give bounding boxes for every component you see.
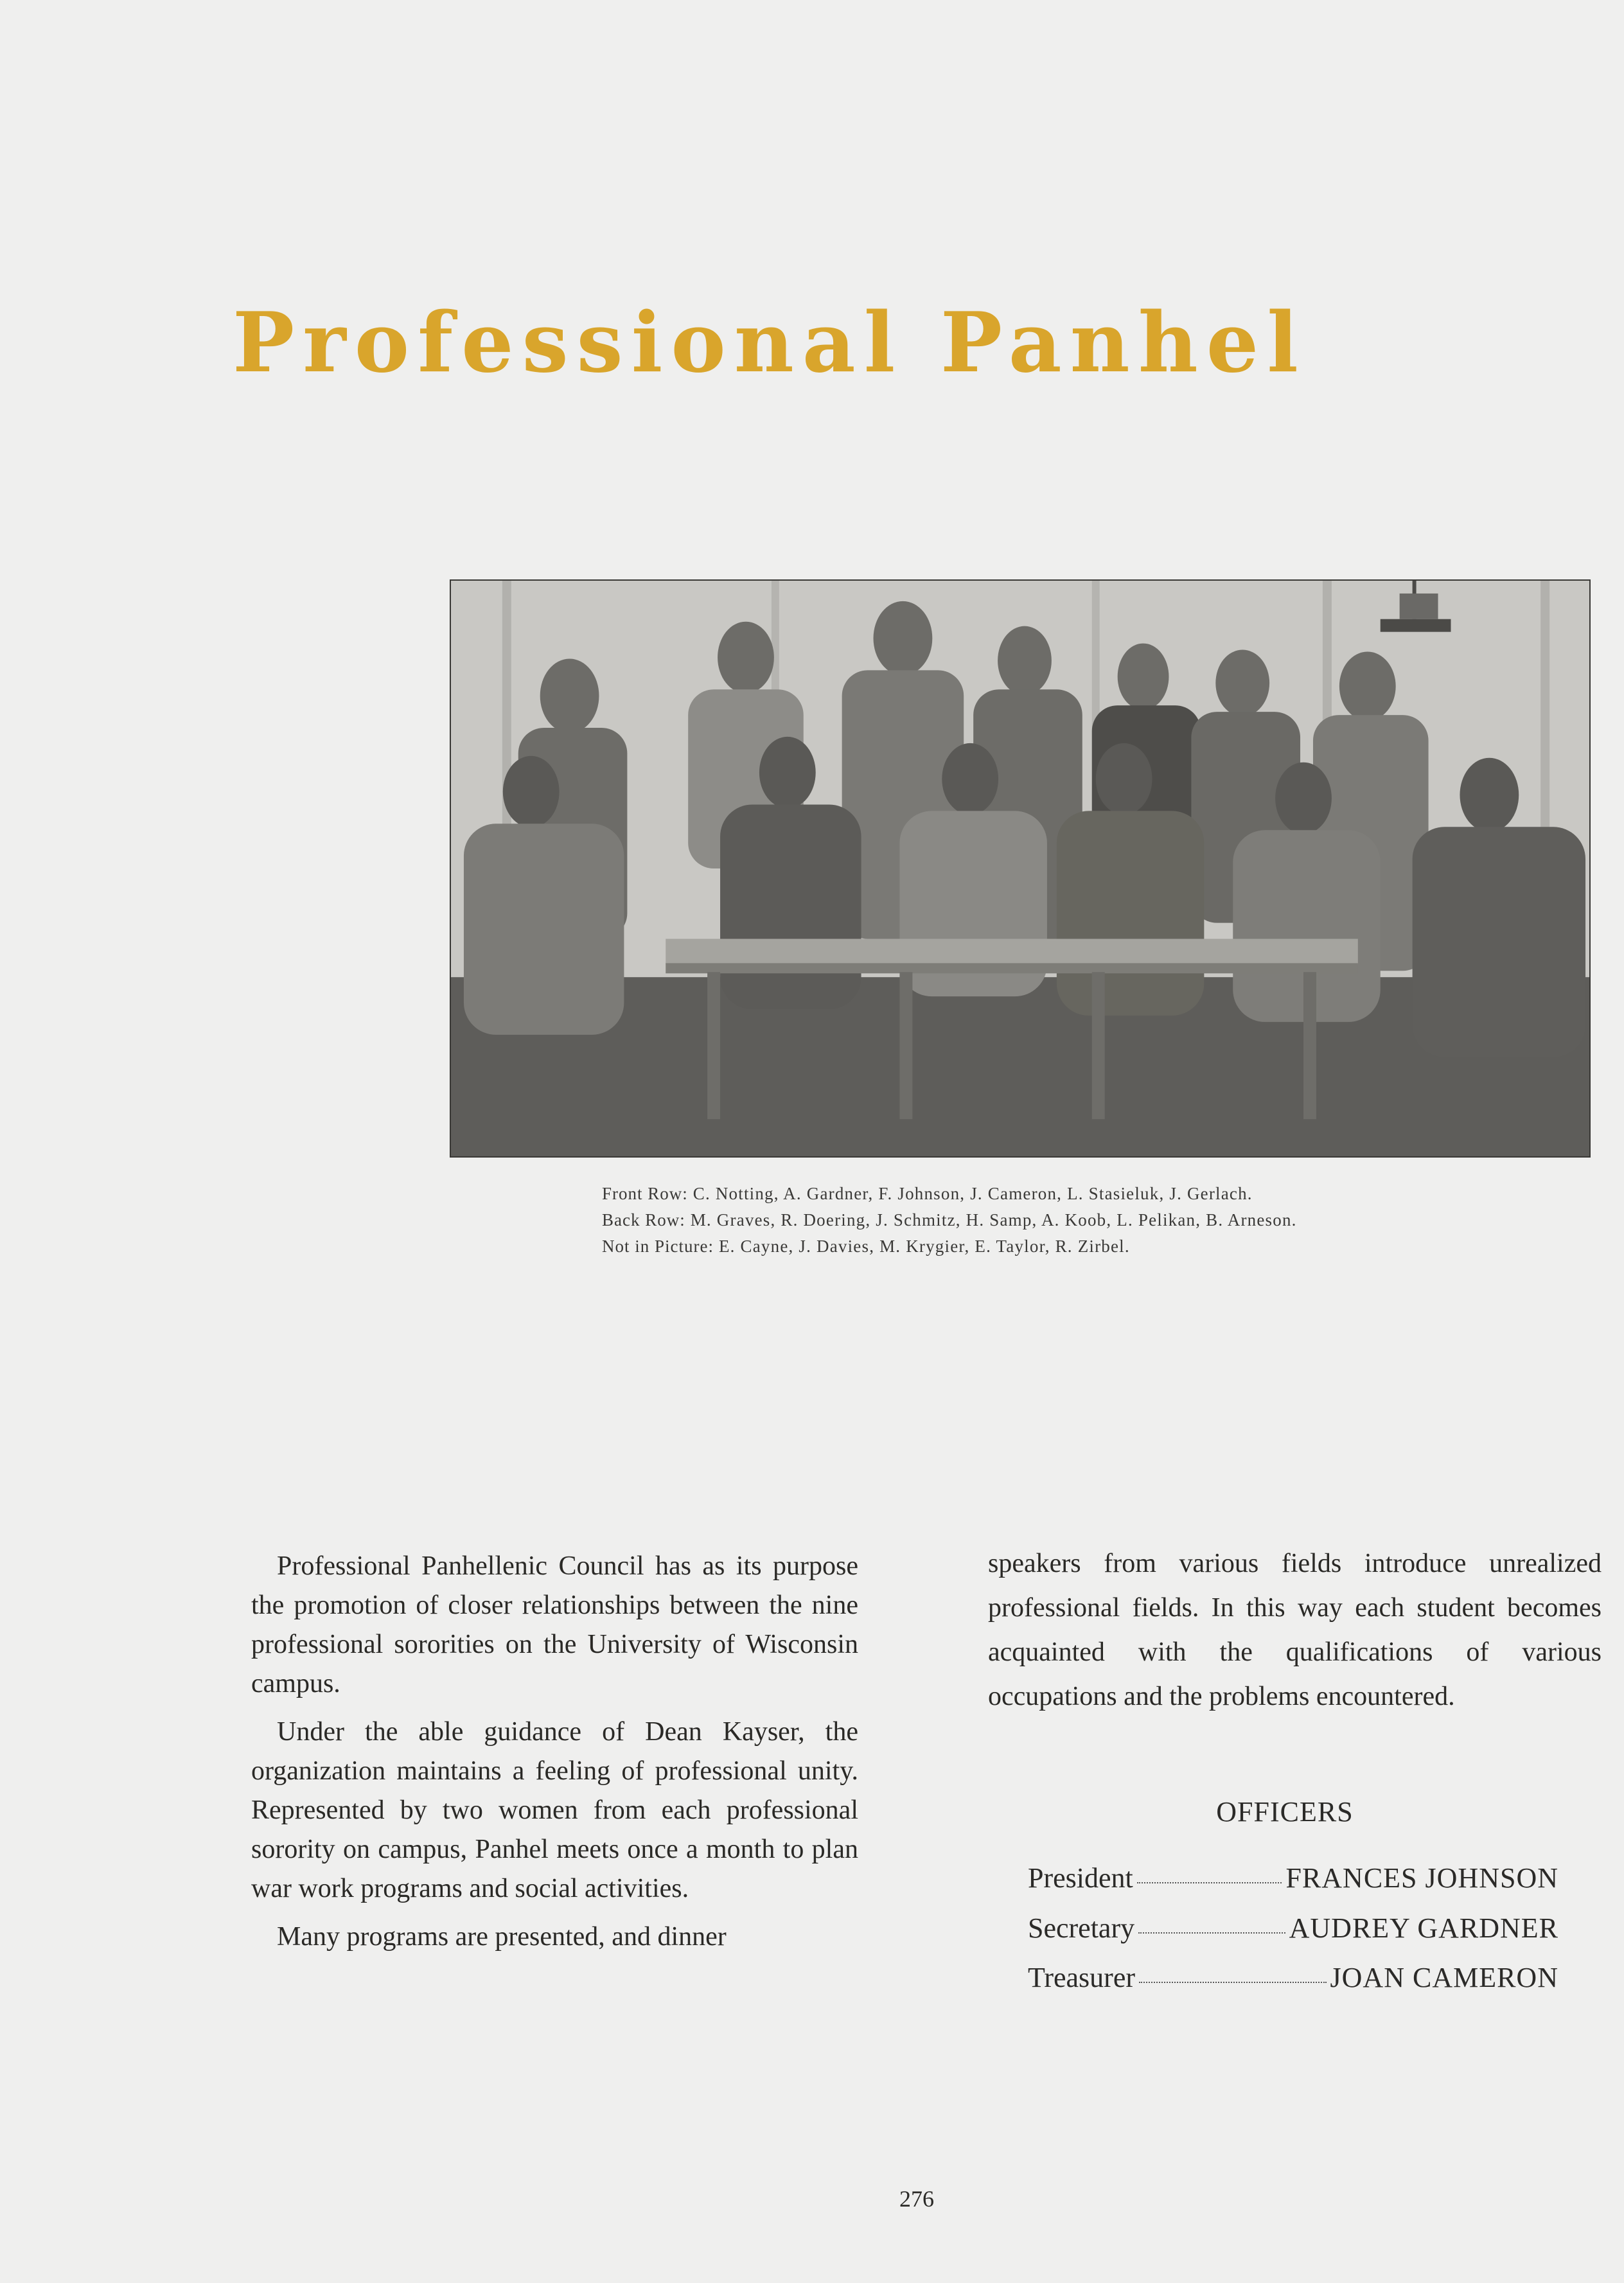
- body-paragraph: Under the able guidance of Dean Kayser, the organization maintains a feeling of professional unity. Represented by two women from each professional sorority on campus, Panhel meets once a month to plan war work programs and social activities.: [251, 1717, 858, 1903]
- body-paragraph: Professional Panhellenic Council has as its purpose the promotion of closer relationships between the nine professional sororities on the University of Wisconsin campus.: [251, 1551, 858, 1698]
- officer-row-treasurer: [1028, 1961, 1558, 2000]
- caption-not-in-picture-names: E. Cayne, J. Davies, M. Krygier, E. Taylor, R. Zirbel.: [718, 1237, 1130, 1256]
- leader-dots: [1137, 1882, 1282, 1883]
- group-photo: [450, 579, 1591, 1158]
- officer-role: Secretary: [1028, 1912, 1135, 1944]
- caption-not-in-picture: [602, 1233, 1297, 1260]
- caption-not-in-picture-label: Not in Picture:: [602, 1237, 714, 1256]
- body-column-right: [988, 1542, 1602, 1728]
- officer-name: JOAN CAMERON: [1330, 1962, 1558, 1993]
- page-title: Professional Panhel: [233, 295, 1307, 391]
- caption-front-row-label: Front Row:: [602, 1184, 688, 1203]
- caption-front-row-names: C. Notting, A. Gardner, F. Johnson, J. Cameron, L. Stasieluk, J. Gerlach.: [693, 1184, 1253, 1203]
- caption-back-row: [602, 1207, 1297, 1233]
- body-column-left: [251, 1547, 858, 1966]
- photo-caption: [602, 1181, 1297, 1260]
- officer-row-president: [1028, 1862, 1558, 1900]
- caption-back-row-names: M. Graves, R. Doering, J. Schmitz, H. Samp, A. Koob, L. Pelikan, B. Arneson.: [690, 1210, 1297, 1230]
- officer-name: FRANCES JOHNSON: [1285, 1862, 1558, 1894]
- body-paragraph: speakers from various fields introduce unrealized professional fields. In this way each student becomes acquainted with the qualifications of various occupations and the problems encountered.: [988, 1549, 1602, 1711]
- officer-role: Treasurer: [1028, 1962, 1135, 1993]
- officers-heading: OFFICERS: [1216, 1796, 1354, 1828]
- leader-dots: [1139, 1982, 1327, 1983]
- caption-back-row-label: Back Row:: [602, 1210, 685, 1230]
- body-paragraph: Many programs are presented, and dinner: [277, 1922, 727, 1952]
- caption-front-row: [602, 1181, 1297, 1207]
- page-number: 276: [899, 2186, 934, 2212]
- officer-row-secretary: [1028, 1912, 1558, 1950]
- leader-dots: [1138, 1932, 1285, 1934]
- officer-name: AUDREY GARDNER: [1289, 1912, 1558, 1944]
- officer-role: President: [1028, 1862, 1133, 1894]
- group-photo-illustration: [451, 581, 1589, 1156]
